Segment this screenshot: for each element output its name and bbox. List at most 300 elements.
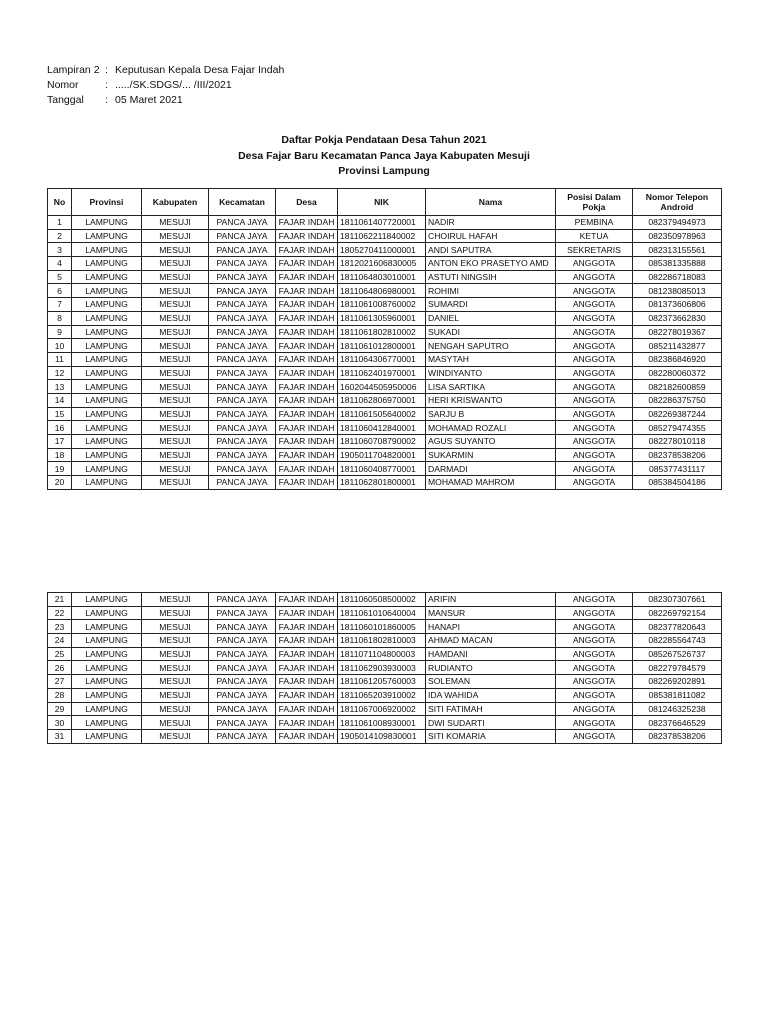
cell-provinsi: LAMPUNG (72, 435, 142, 449)
cell-desa: FAJAR INDAH (276, 229, 338, 243)
cell-provinsi: LAMPUNG (72, 311, 142, 325)
cell-provinsi: LAMPUNG (72, 270, 142, 284)
cell-nama: AHMAD MACAN (426, 634, 556, 648)
table-row (48, 435, 722, 449)
cell-nama: MOHAMAD ROZALI (426, 421, 556, 435)
cell-telepon: 082379494973 (633, 216, 722, 230)
cell-desa: FAJAR INDAH (276, 243, 338, 257)
cell-posisi: ANGGOTA (556, 352, 633, 366)
table-row (48, 393, 722, 407)
cell-nama: NADIR (426, 216, 556, 230)
meta-separator: : (105, 79, 108, 91)
meta-key: Nomor (47, 79, 79, 91)
cell-telepon: 082285564743 (633, 634, 722, 648)
table-row (48, 407, 722, 421)
cell-no: 20 (48, 476, 72, 490)
cell-desa: FAJAR INDAH (276, 270, 338, 284)
table-row (48, 620, 722, 634)
meta-value: Keputusan Kepala Desa Fajar Indah (115, 64, 285, 76)
cell-kabupaten: MESUJI (142, 270, 209, 284)
cell-posisi: ANGGOTA (556, 380, 633, 394)
cell-kabupaten: MESUJI (142, 339, 209, 353)
cell-nama: ARIFIN (426, 593, 556, 607)
cell-no: 12 (48, 366, 72, 380)
cell-kabupaten: MESUJI (142, 702, 209, 716)
cell-nik: 1811060508500002 (338, 593, 426, 607)
cell-posisi: ANGGOTA (556, 435, 633, 449)
cell-provinsi: LAMPUNG (72, 229, 142, 243)
cell-nik: 1811062903930003 (338, 661, 426, 675)
cell-provinsi: LAMPUNG (72, 421, 142, 435)
cell-nama: HAMDANI (426, 647, 556, 661)
table-row (48, 606, 722, 620)
table-row (48, 311, 722, 325)
cell-desa: FAJAR INDAH (276, 216, 338, 230)
cell-nama: NENGAH SAPUTRO (426, 339, 556, 353)
cell-kecamatan: PANCA JAYA (209, 407, 276, 421)
cell-nik: 1811062401970001 (338, 366, 426, 380)
meta-row-tanggal (47, 93, 284, 108)
cell-telepon: 082278010118 (633, 435, 722, 449)
cell-kabupaten: MESUJI (142, 284, 209, 298)
cell-nik: 1811061802810003 (338, 634, 426, 648)
cell-desa: FAJAR INDAH (276, 421, 338, 435)
meta-separator: : (105, 94, 108, 106)
cell-kecamatan: PANCA JAYA (209, 620, 276, 634)
cell-nik: 1811062801800001 (338, 476, 426, 490)
table-row (48, 229, 722, 243)
table-row (48, 352, 722, 366)
cell-nik: 1805270411000001 (338, 243, 426, 257)
cell-desa: FAJAR INDAH (276, 593, 338, 607)
cell-posisi: KETUA (556, 229, 633, 243)
cell-kecamatan: PANCA JAYA (209, 675, 276, 689)
cell-nik: 1811071104800003 (338, 647, 426, 661)
cell-posisi: ANGGOTA (556, 421, 633, 435)
meta-key: Tanggal (47, 94, 84, 106)
cell-desa: FAJAR INDAH (276, 675, 338, 689)
cell-posisi: ANGGOTA (556, 366, 633, 380)
cell-telepon: 085279474355 (633, 421, 722, 435)
cell-kabupaten: MESUJI (142, 606, 209, 620)
cell-kabupaten: MESUJI (142, 298, 209, 312)
cell-nama: CHOIRUL HAFAH (426, 229, 556, 243)
cell-nama: SUMARDI (426, 298, 556, 312)
cell-nama: ASTUTI NINGSIH (426, 270, 556, 284)
cell-provinsi: LAMPUNG (72, 366, 142, 380)
cell-nama: SITI FATIMAH (426, 702, 556, 716)
table-row (48, 702, 722, 716)
cell-posisi: ANGGOTA (556, 634, 633, 648)
cell-telepon: 085211432877 (633, 339, 722, 353)
table-row (48, 476, 722, 490)
cell-telepon: 082307307661 (633, 593, 722, 607)
cell-kabupaten: MESUJI (142, 462, 209, 476)
cell-posisi: ANGGOTA (556, 298, 633, 312)
cell-posisi: ANGGOTA (556, 593, 633, 607)
meta-key: Lampiran 2 (47, 64, 100, 76)
cell-no: 27 (48, 675, 72, 689)
cell-posisi: ANGGOTA (556, 407, 633, 421)
cell-nik: 1811061505640002 (338, 407, 426, 421)
cell-kabupaten: MESUJI (142, 407, 209, 421)
cell-no: 5 (48, 270, 72, 284)
cell-telepon: 082269202891 (633, 675, 722, 689)
cell-no: 25 (48, 647, 72, 661)
header-nik: NIK (338, 189, 426, 216)
cell-posisi: ANGGOTA (556, 675, 633, 689)
cell-provinsi: LAMPUNG (72, 284, 142, 298)
cell-kabupaten: MESUJI (142, 229, 209, 243)
cell-desa: FAJAR INDAH (276, 325, 338, 339)
table-row (48, 729, 722, 743)
cell-kabupaten: MESUJI (142, 634, 209, 648)
table-row (48, 325, 722, 339)
cell-provinsi: LAMPUNG (72, 216, 142, 230)
cell-nama: HANAPI (426, 620, 556, 634)
cell-kabupaten: MESUJI (142, 716, 209, 730)
cell-provinsi: LAMPUNG (72, 448, 142, 462)
header-posisi: Posisi Dalam Pokja (556, 189, 633, 216)
cell-no: 10 (48, 339, 72, 353)
cell-no: 28 (48, 688, 72, 702)
cell-nik: 1811060708790002 (338, 435, 426, 449)
cell-telepon: 082373662830 (633, 311, 722, 325)
cell-telepon: 082269387244 (633, 407, 722, 421)
cell-nama: MANSUR (426, 606, 556, 620)
cell-provinsi: LAMPUNG (72, 729, 142, 743)
cell-nik: 1811061008760002 (338, 298, 426, 312)
cell-kecamatan: PANCA JAYA (209, 606, 276, 620)
header-nama: Nama (426, 189, 556, 216)
cell-nik: 1905011704820001 (338, 448, 426, 462)
cell-no: 16 (48, 421, 72, 435)
table-row (48, 661, 722, 675)
cell-posisi: ANGGOTA (556, 270, 633, 284)
cell-kecamatan: PANCA JAYA (209, 298, 276, 312)
cell-nama: ANTON EKO PRASETYO AMD (426, 257, 556, 271)
cell-nama: ANDI SAPUTRA (426, 243, 556, 257)
cell-kecamatan: PANCA JAYA (209, 647, 276, 661)
cell-kecamatan: PANCA JAYA (209, 688, 276, 702)
cell-posisi: ANGGOTA (556, 462, 633, 476)
cell-provinsi: LAMPUNG (72, 647, 142, 661)
cell-no: 22 (48, 606, 72, 620)
cell-desa: FAJAR INDAH (276, 366, 338, 380)
cell-posisi: ANGGOTA (556, 339, 633, 353)
cell-kabupaten: MESUJI (142, 476, 209, 490)
cell-telepon: 082377820643 (633, 620, 722, 634)
cell-no: 4 (48, 257, 72, 271)
header-no: No (48, 189, 72, 216)
cell-desa: FAJAR INDAH (276, 606, 338, 620)
table-row (48, 647, 722, 661)
cell-kecamatan: PANCA JAYA (209, 661, 276, 675)
table-row (48, 270, 722, 284)
cell-provinsi: LAMPUNG (72, 243, 142, 257)
table-row (48, 284, 722, 298)
cell-desa: FAJAR INDAH (276, 702, 338, 716)
cell-no: 2 (48, 229, 72, 243)
cell-telepon: 082378538206 (633, 448, 722, 462)
cell-nik: 1812021606830005 (338, 257, 426, 271)
cell-provinsi: LAMPUNG (72, 702, 142, 716)
cell-kecamatan: PANCA JAYA (209, 216, 276, 230)
cell-provinsi: LAMPUNG (72, 339, 142, 353)
cell-no: 15 (48, 407, 72, 421)
cell-posisi: ANGGOTA (556, 476, 633, 490)
cell-telepon: 085384504186 (633, 476, 722, 490)
cell-no: 21 (48, 593, 72, 607)
cell-provinsi: LAMPUNG (72, 716, 142, 730)
cell-nik: 1811064803010001 (338, 270, 426, 284)
table-row (48, 298, 722, 312)
cell-nama: IDA WAHIDA (426, 688, 556, 702)
cell-telepon: 085267526737 (633, 647, 722, 661)
cell-telepon: 081246325238 (633, 702, 722, 716)
meta-value: 05 Maret 2021 (115, 94, 183, 106)
cell-posisi: ANGGOTA (556, 716, 633, 730)
header-provinsi: Provinsi (72, 189, 142, 216)
cell-posisi: ANGGOTA (556, 647, 633, 661)
cell-telepon: 082286718083 (633, 270, 722, 284)
cell-telepon: 082182600859 (633, 380, 722, 394)
cell-nik: 1811060101860005 (338, 620, 426, 634)
table-row (48, 448, 722, 462)
cell-no: 18 (48, 448, 72, 462)
cell-posisi: ANGGOTA (556, 702, 633, 716)
cell-posisi: ANGGOTA (556, 729, 633, 743)
cell-desa: FAJAR INDAH (276, 352, 338, 366)
cell-provinsi: LAMPUNG (72, 688, 142, 702)
cell-desa: FAJAR INDAH (276, 448, 338, 462)
cell-kabupaten: MESUJI (142, 243, 209, 257)
cell-kabupaten: MESUJI (142, 647, 209, 661)
cell-kecamatan: PANCA JAYA (209, 257, 276, 271)
cell-desa: FAJAR INDAH (276, 661, 338, 675)
cell-provinsi: LAMPUNG (72, 476, 142, 490)
cell-provinsi: LAMPUNG (72, 380, 142, 394)
cell-kabupaten: MESUJI (142, 729, 209, 743)
document-header (47, 63, 284, 108)
cell-kabupaten: MESUJI (142, 216, 209, 230)
cell-nama: MOHAMAD MAHROM (426, 476, 556, 490)
cell-telepon: 082378538206 (633, 729, 722, 743)
cell-no: 11 (48, 352, 72, 366)
cell-nama: SOLEMAN (426, 675, 556, 689)
title-line-2: Desa Fajar Baru Kecamatan Panca Jaya Kabupaten Mesuji (238, 149, 530, 162)
cell-kabupaten: MESUJI (142, 688, 209, 702)
pokja-table (47, 188, 722, 490)
cell-no: 6 (48, 284, 72, 298)
cell-provinsi: LAMPUNG (72, 593, 142, 607)
cell-nik: 1811065203910002 (338, 688, 426, 702)
cell-desa: FAJAR INDAH (276, 339, 338, 353)
cell-provinsi: LAMPUNG (72, 298, 142, 312)
cell-no: 24 (48, 634, 72, 648)
cell-kecamatan: PANCA JAYA (209, 421, 276, 435)
cell-telepon: 085377431117 (633, 462, 722, 476)
cell-nama: RUDIANTO (426, 661, 556, 675)
cell-telepon: 082376646529 (633, 716, 722, 730)
cell-kecamatan: PANCA JAYA (209, 311, 276, 325)
cell-kabupaten: MESUJI (142, 661, 209, 675)
cell-provinsi: LAMPUNG (72, 393, 142, 407)
cell-no: 9 (48, 325, 72, 339)
cell-desa: FAJAR INDAH (276, 716, 338, 730)
cell-no: 23 (48, 620, 72, 634)
cell-posisi: ANGGOTA (556, 393, 633, 407)
table-row (48, 243, 722, 257)
cell-desa: FAJAR INDAH (276, 380, 338, 394)
cell-telepon: 082279784579 (633, 661, 722, 675)
cell-provinsi: LAMPUNG (72, 661, 142, 675)
cell-kabupaten: MESUJI (142, 311, 209, 325)
title-line-1: Daftar Pokja Pendataan Desa Tahun 2021 (281, 134, 487, 146)
cell-desa: FAJAR INDAH (276, 298, 338, 312)
cell-desa: FAJAR INDAH (276, 257, 338, 271)
cell-telepon: 082350978963 (633, 229, 722, 243)
table-row (48, 380, 722, 394)
cell-kecamatan: PANCA JAYA (209, 284, 276, 298)
cell-kabupaten: MESUJI (142, 620, 209, 634)
meta-value: ...../SK.SDGS/... /III/2021 (115, 79, 232, 91)
table-row (48, 716, 722, 730)
cell-desa: FAJAR INDAH (276, 462, 338, 476)
cell-desa: FAJAR INDAH (276, 688, 338, 702)
cell-kecamatan: PANCA JAYA (209, 435, 276, 449)
header-kecamatan: Kecamatan (209, 189, 276, 216)
cell-kecamatan: PANCA JAYA (209, 366, 276, 380)
cell-telepon: 081238085013 (633, 284, 722, 298)
cell-nama: LISA SARTIKA (426, 380, 556, 394)
meta-separator: : (105, 64, 108, 76)
cell-provinsi: LAMPUNG (72, 257, 142, 271)
cell-no: 31 (48, 729, 72, 743)
cell-kabupaten: MESUJI (142, 352, 209, 366)
cell-nama: WINDIYANTO (426, 366, 556, 380)
cell-nik: 1602044505950006 (338, 380, 426, 394)
cell-telepon: 082280060372 (633, 366, 722, 380)
cell-kecamatan: PANCA JAYA (209, 393, 276, 407)
cell-nik: 1811061802810002 (338, 325, 426, 339)
cell-desa: FAJAR INDAH (276, 634, 338, 648)
cell-kecamatan: PANCA JAYA (209, 243, 276, 257)
table-row (48, 675, 722, 689)
cell-no: 14 (48, 393, 72, 407)
cell-nama: HERI KRISWANTO (426, 393, 556, 407)
header-kabupaten: Kabupaten (142, 189, 209, 216)
table-row (48, 366, 722, 380)
cell-nik: 1811061012800001 (338, 339, 426, 353)
cell-kabupaten: MESUJI (142, 380, 209, 394)
cell-no: 17 (48, 435, 72, 449)
cell-nik: 1811067006920002 (338, 702, 426, 716)
cell-no: 19 (48, 462, 72, 476)
cell-posisi: ANGGOTA (556, 448, 633, 462)
cell-nik: 1811060412840001 (338, 421, 426, 435)
cell-nama: DARMADI (426, 462, 556, 476)
cell-provinsi: LAMPUNG (72, 620, 142, 634)
table-row (48, 339, 722, 353)
cell-telepon: 082386846920 (633, 352, 722, 366)
cell-kecamatan: PANCA JAYA (209, 729, 276, 743)
cell-posisi: SEKRETARIS (556, 243, 633, 257)
table-header-row (48, 189, 722, 216)
cell-kecamatan: PANCA JAYA (209, 448, 276, 462)
table-row (48, 462, 722, 476)
cell-kabupaten: MESUJI (142, 257, 209, 271)
cell-kabupaten: MESUJI (142, 393, 209, 407)
cell-provinsi: LAMPUNG (72, 352, 142, 366)
cell-no: 30 (48, 716, 72, 730)
cell-kabupaten: MESUJI (142, 675, 209, 689)
header-desa: Desa (276, 189, 338, 216)
cell-desa: FAJAR INDAH (276, 393, 338, 407)
cell-no: 1 (48, 216, 72, 230)
cell-nik: 1811064806980001 (338, 284, 426, 298)
table-row (48, 421, 722, 435)
cell-nama: SARJU B (426, 407, 556, 421)
cell-posisi: ANGGOTA (556, 311, 633, 325)
table-row (48, 257, 722, 271)
cell-desa: FAJAR INDAH (276, 284, 338, 298)
cell-desa: FAJAR INDAH (276, 647, 338, 661)
cell-desa: FAJAR INDAH (276, 311, 338, 325)
cell-no: 26 (48, 661, 72, 675)
cell-desa: FAJAR INDAH (276, 620, 338, 634)
cell-posisi: PEMBINA (556, 216, 633, 230)
cell-nama: DANIEL (426, 311, 556, 325)
cell-kecamatan: PANCA JAYA (209, 716, 276, 730)
cell-telepon: 085381811082 (633, 688, 722, 702)
table-row (48, 634, 722, 648)
pokja-table-continued (47, 592, 722, 744)
cell-desa: FAJAR INDAH (276, 435, 338, 449)
cell-telepon: 085381335888 (633, 257, 722, 271)
cell-desa: FAJAR INDAH (276, 476, 338, 490)
cell-telepon: 081373606806 (633, 298, 722, 312)
cell-provinsi: LAMPUNG (72, 325, 142, 339)
cell-nama: AGUS SUYANTO (426, 435, 556, 449)
header-telepon: Nomor Telepon Android (633, 189, 722, 216)
cell-nama: DWI SUDARTI (426, 716, 556, 730)
cell-kecamatan: PANCA JAYA (209, 352, 276, 366)
cell-kecamatan: PANCA JAYA (209, 229, 276, 243)
table-row (48, 593, 722, 607)
table-row (48, 216, 722, 230)
cell-nik: 1811062211840002 (338, 229, 426, 243)
cell-kecamatan: PANCA JAYA (209, 634, 276, 648)
cell-provinsi: LAMPUNG (72, 407, 142, 421)
cell-kabupaten: MESUJI (142, 421, 209, 435)
cell-kabupaten: MESUJI (142, 448, 209, 462)
cell-posisi: ANGGOTA (556, 688, 633, 702)
cell-provinsi: LAMPUNG (72, 606, 142, 620)
cell-desa: FAJAR INDAH (276, 407, 338, 421)
cell-nik: 1811061010640004 (338, 606, 426, 620)
cell-nama: ROHIMI (426, 284, 556, 298)
cell-desa: FAJAR INDAH (276, 729, 338, 743)
cell-kecamatan: PANCA JAYA (209, 380, 276, 394)
cell-posisi: ANGGOTA (556, 284, 633, 298)
cell-kecamatan: PANCA JAYA (209, 593, 276, 607)
cell-nik: 1811062806970001 (338, 393, 426, 407)
cell-kecamatan: PANCA JAYA (209, 325, 276, 339)
cell-posisi: ANGGOTA (556, 325, 633, 339)
cell-kecamatan: PANCA JAYA (209, 702, 276, 716)
cell-kabupaten: MESUJI (142, 435, 209, 449)
